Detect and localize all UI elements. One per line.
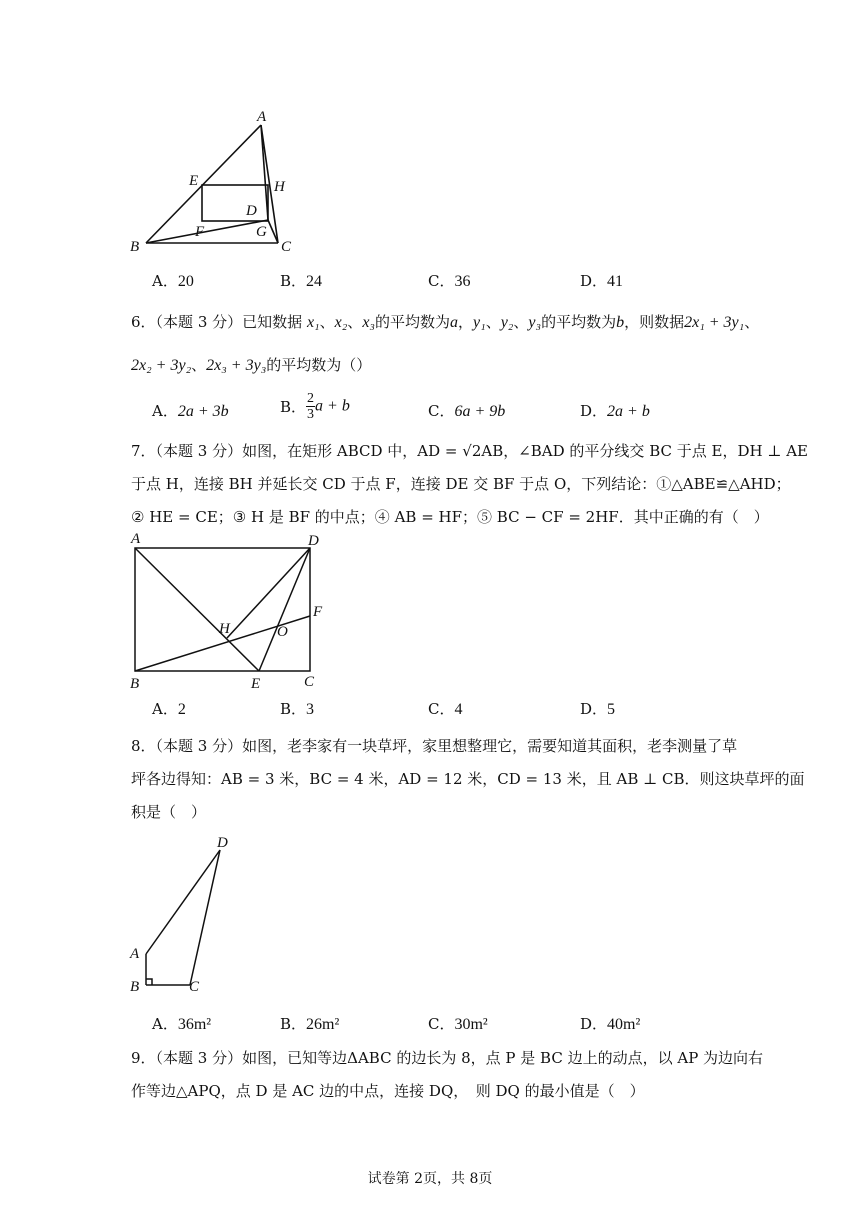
fig5-label-h: H [274,179,285,195]
fig7-label-d: D [308,533,319,549]
q7-line-3: ② HE = CE；③ H 是 BF 的中点；④ AB = HF；⑤ BC − CF = 2HF．其中正确的有（ ） [131,508,769,526]
q9-line-1: 9．（本题 3 分）如图，已知等边ΔABC 的边长为 8，点 P 是 BC 边上的动点，以 AP 为边向右 [131,1049,764,1067]
fig5-label-b: B [130,239,140,255]
q7-option-a[interactable]: A．2 [152,700,186,718]
fig5-label-c: C [281,239,292,255]
fig5-label-g: G [256,224,267,240]
fig5-label-f: F [195,224,205,240]
fig7-label-o: O [277,624,288,640]
q8-line-1: 8．（本题 3 分）如图，老李家有一块草坪，家里想整理它，需要知道其面积，老李测量了草 [131,737,738,755]
q8-option-d[interactable]: D．40m² [580,1015,641,1033]
fraction: $\frac{2}{3}$ [307,391,315,422]
q5-figure-svg [125,105,315,255]
q8-line-2: 坪各边得知：AB = 3 米，BC = 4 米，AD = 12 米，CD = 13 米，且 AB ⊥ CB．则这块草坪的面 [131,770,805,788]
q6-option-d[interactable]: D．2a + b [580,402,650,420]
fig7-label-b: B [130,676,140,692]
q7-line-2: 于点 H，连接 BH 并延长交 CD 于点 F，连接 DE 交 BF 于点 O，下列结论：①△ABE≌△AHD； [131,475,791,493]
q7-line-1: 7．（本题 3 分）如图，在矩形 ABCD 中，AD = √2AB，∠BAD 的平分线交 BC 于点 E，DH ⊥ AE [131,442,809,460]
q7-figure-svg [125,528,335,693]
fig8-label-c: C [189,979,200,995]
q9-line-2: 作等边△APQ，点 D 是 AC 边的中点，连接 DQ， 则 DQ 的最小值是（ ） [131,1082,645,1100]
fig5-label-a: A [257,109,267,125]
q7-figure [125,528,335,693]
q5-option-c[interactable]: C．36 [428,272,471,290]
fig5-label-d: D [246,203,257,219]
q7-option-b[interactable]: B．3 [280,700,315,718]
q7-options [152,698,712,722]
fig8-label-a: A [130,946,140,962]
q8-figure-svg [120,830,250,1000]
q7-option-d[interactable]: D．5 [580,700,616,718]
q5-option-a[interactable]: A．20 [152,272,194,290]
q6-options [152,391,712,432]
q6-option-b[interactable]: B． $\frac{2}{3}$ a + b [280,391,350,422]
q6-option-a[interactable]: A．2a + 3b [152,402,229,420]
q8-option-c[interactable]: C．30m² [428,1015,488,1033]
q6-line-2: 2x₂ + 3y₂、2x₃ + 3y₃的平均数为（） [131,356,372,374]
fig8-label-b: B [130,979,140,995]
fig7-label-f: F [313,604,323,620]
fig7-label-e: E [251,676,261,692]
fig7-label-h: H [219,621,230,637]
page-footer: 试卷第 2页，共 8页 [367,1171,493,1187]
fig5-label-e: E [189,173,199,189]
fig7-label-a: A [131,531,141,547]
q6-option-c[interactable]: C．6a + 9b [428,402,506,420]
q5-figure [125,105,315,255]
q7-option-c[interactable]: C．4 [428,700,463,718]
q8-line-3: 积是（ ） [131,803,207,821]
fig7-label-c: C [304,674,315,690]
q6-line-1: 6．（本题 3 分）已知数据 x₁、x₂、x₃的平均数为a，y₁、y₂、y₃的平均数为b，则数据2x₁ + 3y₁、 [131,313,760,331]
q5-option-d[interactable]: D．41 [580,272,624,290]
q8-option-b[interactable]: B．26m² [280,1015,340,1033]
q5-options [152,270,712,294]
q5-option-b[interactable]: B．24 [280,272,323,290]
q8-option-a[interactable]: A．36m² [152,1015,212,1033]
fig8-label-d: D [217,835,228,851]
q8-options [152,1013,712,1037]
q8-figure [120,830,250,1000]
